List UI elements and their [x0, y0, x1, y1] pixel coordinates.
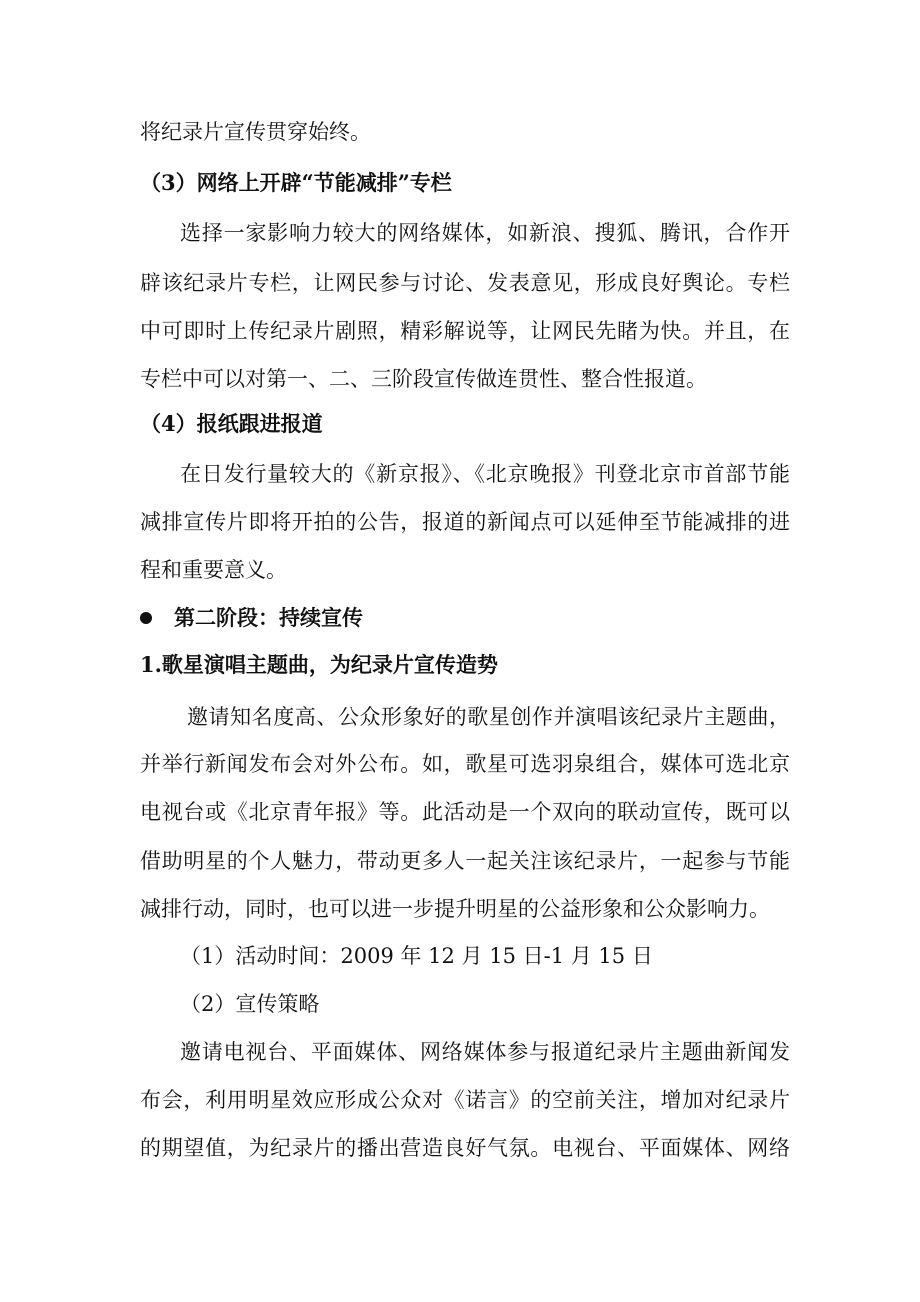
stage-heading	[140, 603, 790, 633]
bullet-icon	[140, 612, 152, 624]
paragraph-line: 布会，利用明星效应形成公众对《诺言》的空前关注，增加对纪录片	[140, 1088, 790, 1112]
paragraph-line: 将纪录片宣传贯穿始终。	[140, 120, 371, 144]
section-heading: （3）网络上开辟“节能减排”专栏	[140, 170, 452, 195]
paragraph-line: 选择一家影响力较大的网络媒体，如新浪、搜狐、腾讯，合作开	[180, 221, 790, 245]
paragraph-line: 的期望值，为纪录片的播出营造良好气氛。电视台、平面媒体、网络	[140, 1136, 790, 1160]
paragraph-line: 程和重要意义。	[140, 558, 287, 582]
stage-heading-label: 第二阶段：持续宣传	[174, 605, 363, 630]
paragraph-line: 中可即时上传纪录片剧照，精彩解说等，让网民先睹为快。并且，在	[140, 319, 790, 343]
paragraph-line: 辟该纪录片专栏，让网民参与讨论、发表意见，形成良好舆论。专栏	[140, 271, 790, 295]
paragraph-line: 专栏中可以对第一、二、三阶段宣传做连贯性、整合性报道。	[140, 367, 707, 391]
strategy-heading: （2）宣传策略	[180, 992, 320, 1016]
subsection-heading: 1.歌星演唱主题曲，为纪录片宣传造势	[140, 652, 498, 677]
paragraph-line: 借助明星的个人魅力，带动更多人一起关注该纪录片，一起参与节能	[140, 849, 790, 873]
paragraph-line: 邀请电视台、平面媒体、网络媒体参与报道纪录片主题曲新闻发	[180, 1040, 790, 1064]
paragraph-line: 减排行动，同时，也可以进一步提升明星的公益形象和公众影响力。	[140, 897, 770, 921]
activity-time-line: （1）活动时间：2009 年 12 月 15 日-1 月 15 日	[180, 944, 653, 968]
paragraph-line: 减排宣传片即将开拍的公告，报道的新闻点可以延伸至节能减排的进	[140, 510, 790, 534]
paragraph-line: 电视台或《北京青年报》等。此活动是一个双向的联动宣传，既可以	[140, 800, 790, 824]
paragraph-line: 邀请知名度高、公众形象好的歌星创作并演唱该纪录片主题曲，	[187, 705, 790, 729]
paragraph-line: 并举行新闻发布会对外公布。如，歌星可选羽泉组合，媒体可选北京	[140, 752, 790, 776]
section-heading: （4）报纸跟进报道	[140, 411, 323, 436]
paragraph-line: 在日发行量较大的《新京报》、《北京晚报》刊登北京市首部节能	[180, 462, 790, 486]
